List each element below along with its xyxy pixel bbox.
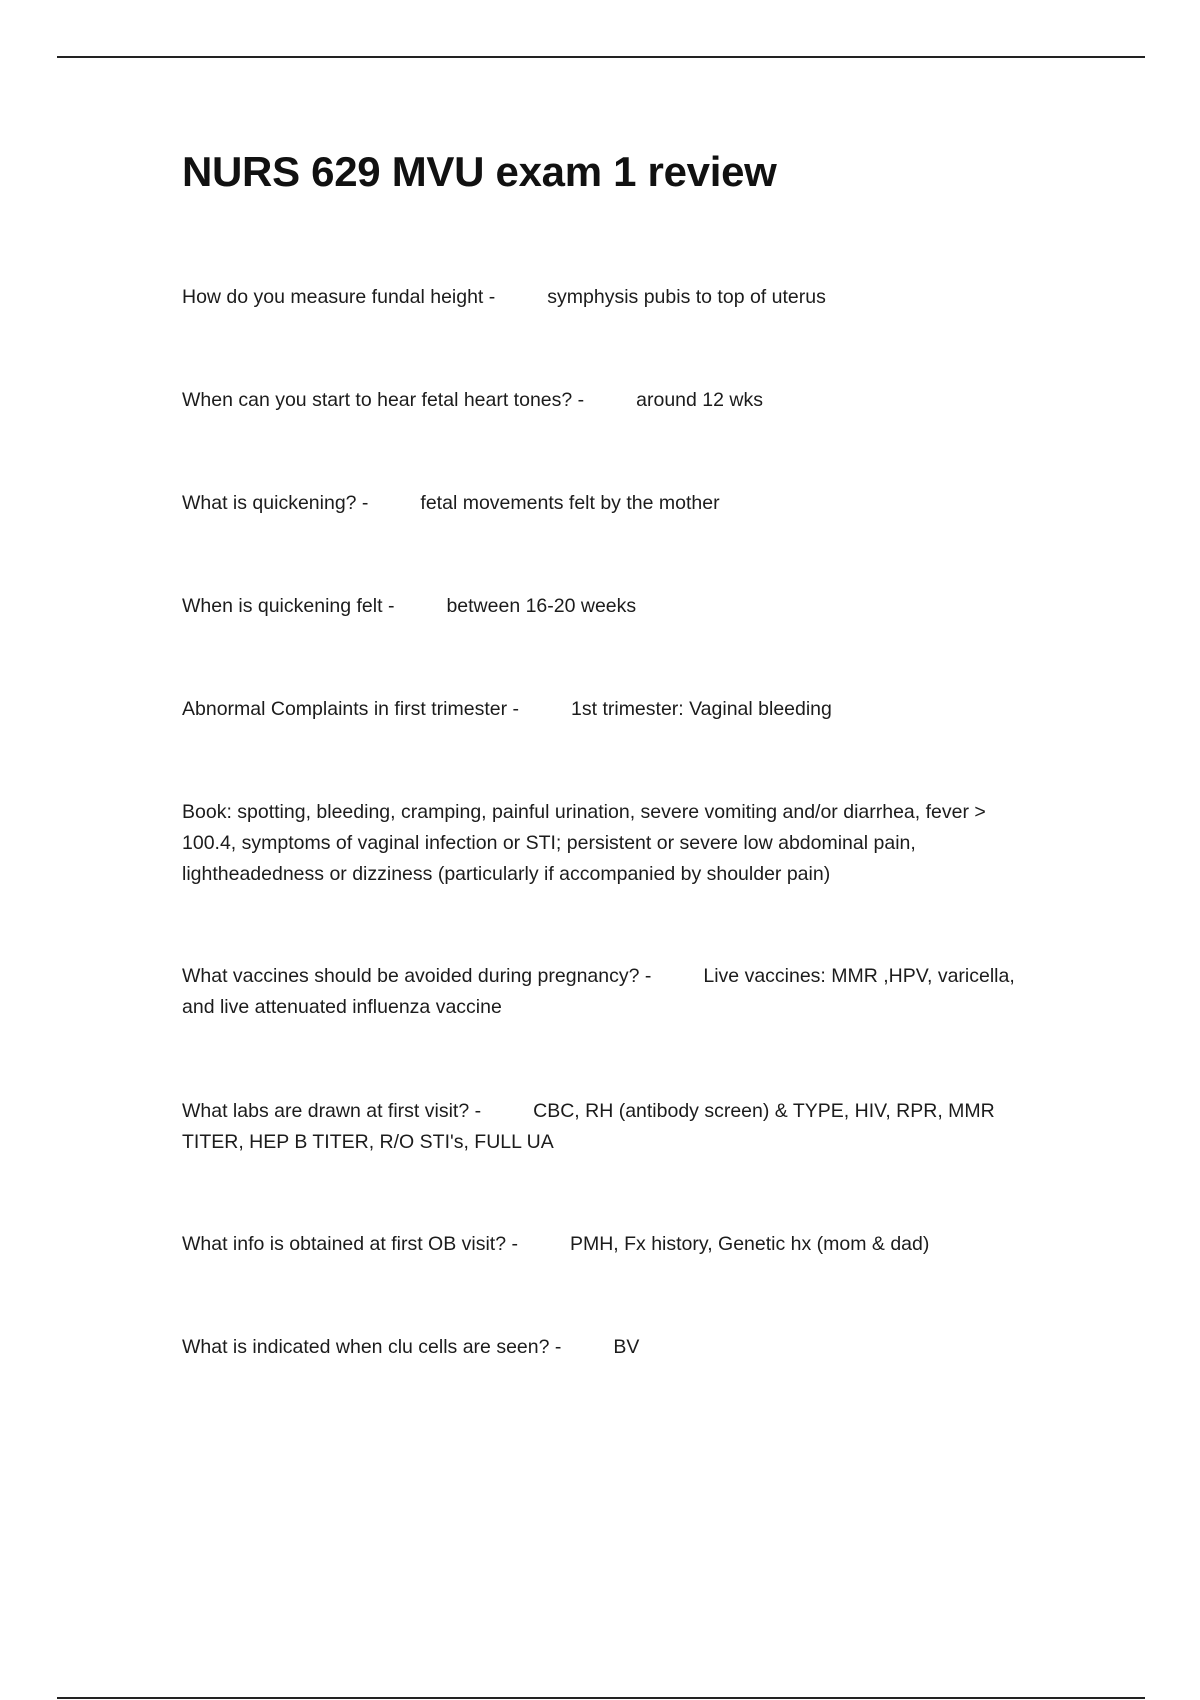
- qa-item: [182, 1229, 1042, 1260]
- qa-item: [182, 282, 1042, 313]
- answer-text: fetal movements felt by the mother: [420, 492, 720, 514]
- qa-item: [182, 591, 1042, 622]
- question-text: When is quickening felt -: [182, 595, 395, 617]
- qa-item: [182, 961, 1042, 1023]
- answer-text: symphysis pubis to top of uterus: [547, 286, 826, 308]
- question-text: When can you start to hear fetal heart tones? -: [182, 389, 585, 411]
- question-text: What info is obtained at first OB visit? -: [182, 1233, 518, 1255]
- answer-text: 1st trimester: Vaginal bleeding: [571, 698, 832, 720]
- book-note: Book: spotting, bleeding, cramping, painful urination, severe vomiting and/or diarrhea, fever > 100.4, symptoms of vaginal infection or STI; persistent or severe low abdominal pain, lightheadedness or dizziness (particularly if accompanied by shoulder pain): [182, 801, 986, 885]
- qa-item: [182, 488, 1042, 519]
- question-text: What labs are drawn at first visit? -: [182, 1100, 482, 1122]
- qa-item: [182, 385, 1042, 416]
- question-text: What vaccines should be avoided during pregnancy? -: [182, 965, 652, 987]
- answer-text: BV: [613, 1336, 640, 1358]
- answer-text: around 12 wks: [636, 389, 763, 411]
- answer-text: between 16-20 weeks: [446, 595, 637, 617]
- question-text: How do you measure fundal height -: [182, 286, 496, 308]
- page-title: NURS 629 MVU exam 1 review: [182, 148, 777, 195]
- answer-text: PMH, Fx history, Genetic hx (mom & dad): [569, 1233, 930, 1255]
- question-text: What is quickening? -: [182, 492, 369, 514]
- question-text: What is indicated when clu cells are seen? -: [182, 1336, 562, 1358]
- question-text: Abnormal Complaints in first trimester -: [182, 698, 520, 720]
- answer-text: CBC, RH (antibody screen) & TYPE, HIV, RPR, MMR TITER, HEP B TITER, R/O STI's, FULL UA: [182, 1100, 995, 1153]
- bottom-divider: [57, 1697, 1145, 1699]
- top-divider: [57, 56, 1145, 58]
- answer-text: Live vaccines: MMR ,HPV, varicella, and live attenuated influenza vaccine: [182, 965, 1015, 1018]
- qa-item: [182, 694, 1042, 725]
- qa-item: [182, 1096, 1042, 1158]
- qa-item: [182, 1332, 1042, 1363]
